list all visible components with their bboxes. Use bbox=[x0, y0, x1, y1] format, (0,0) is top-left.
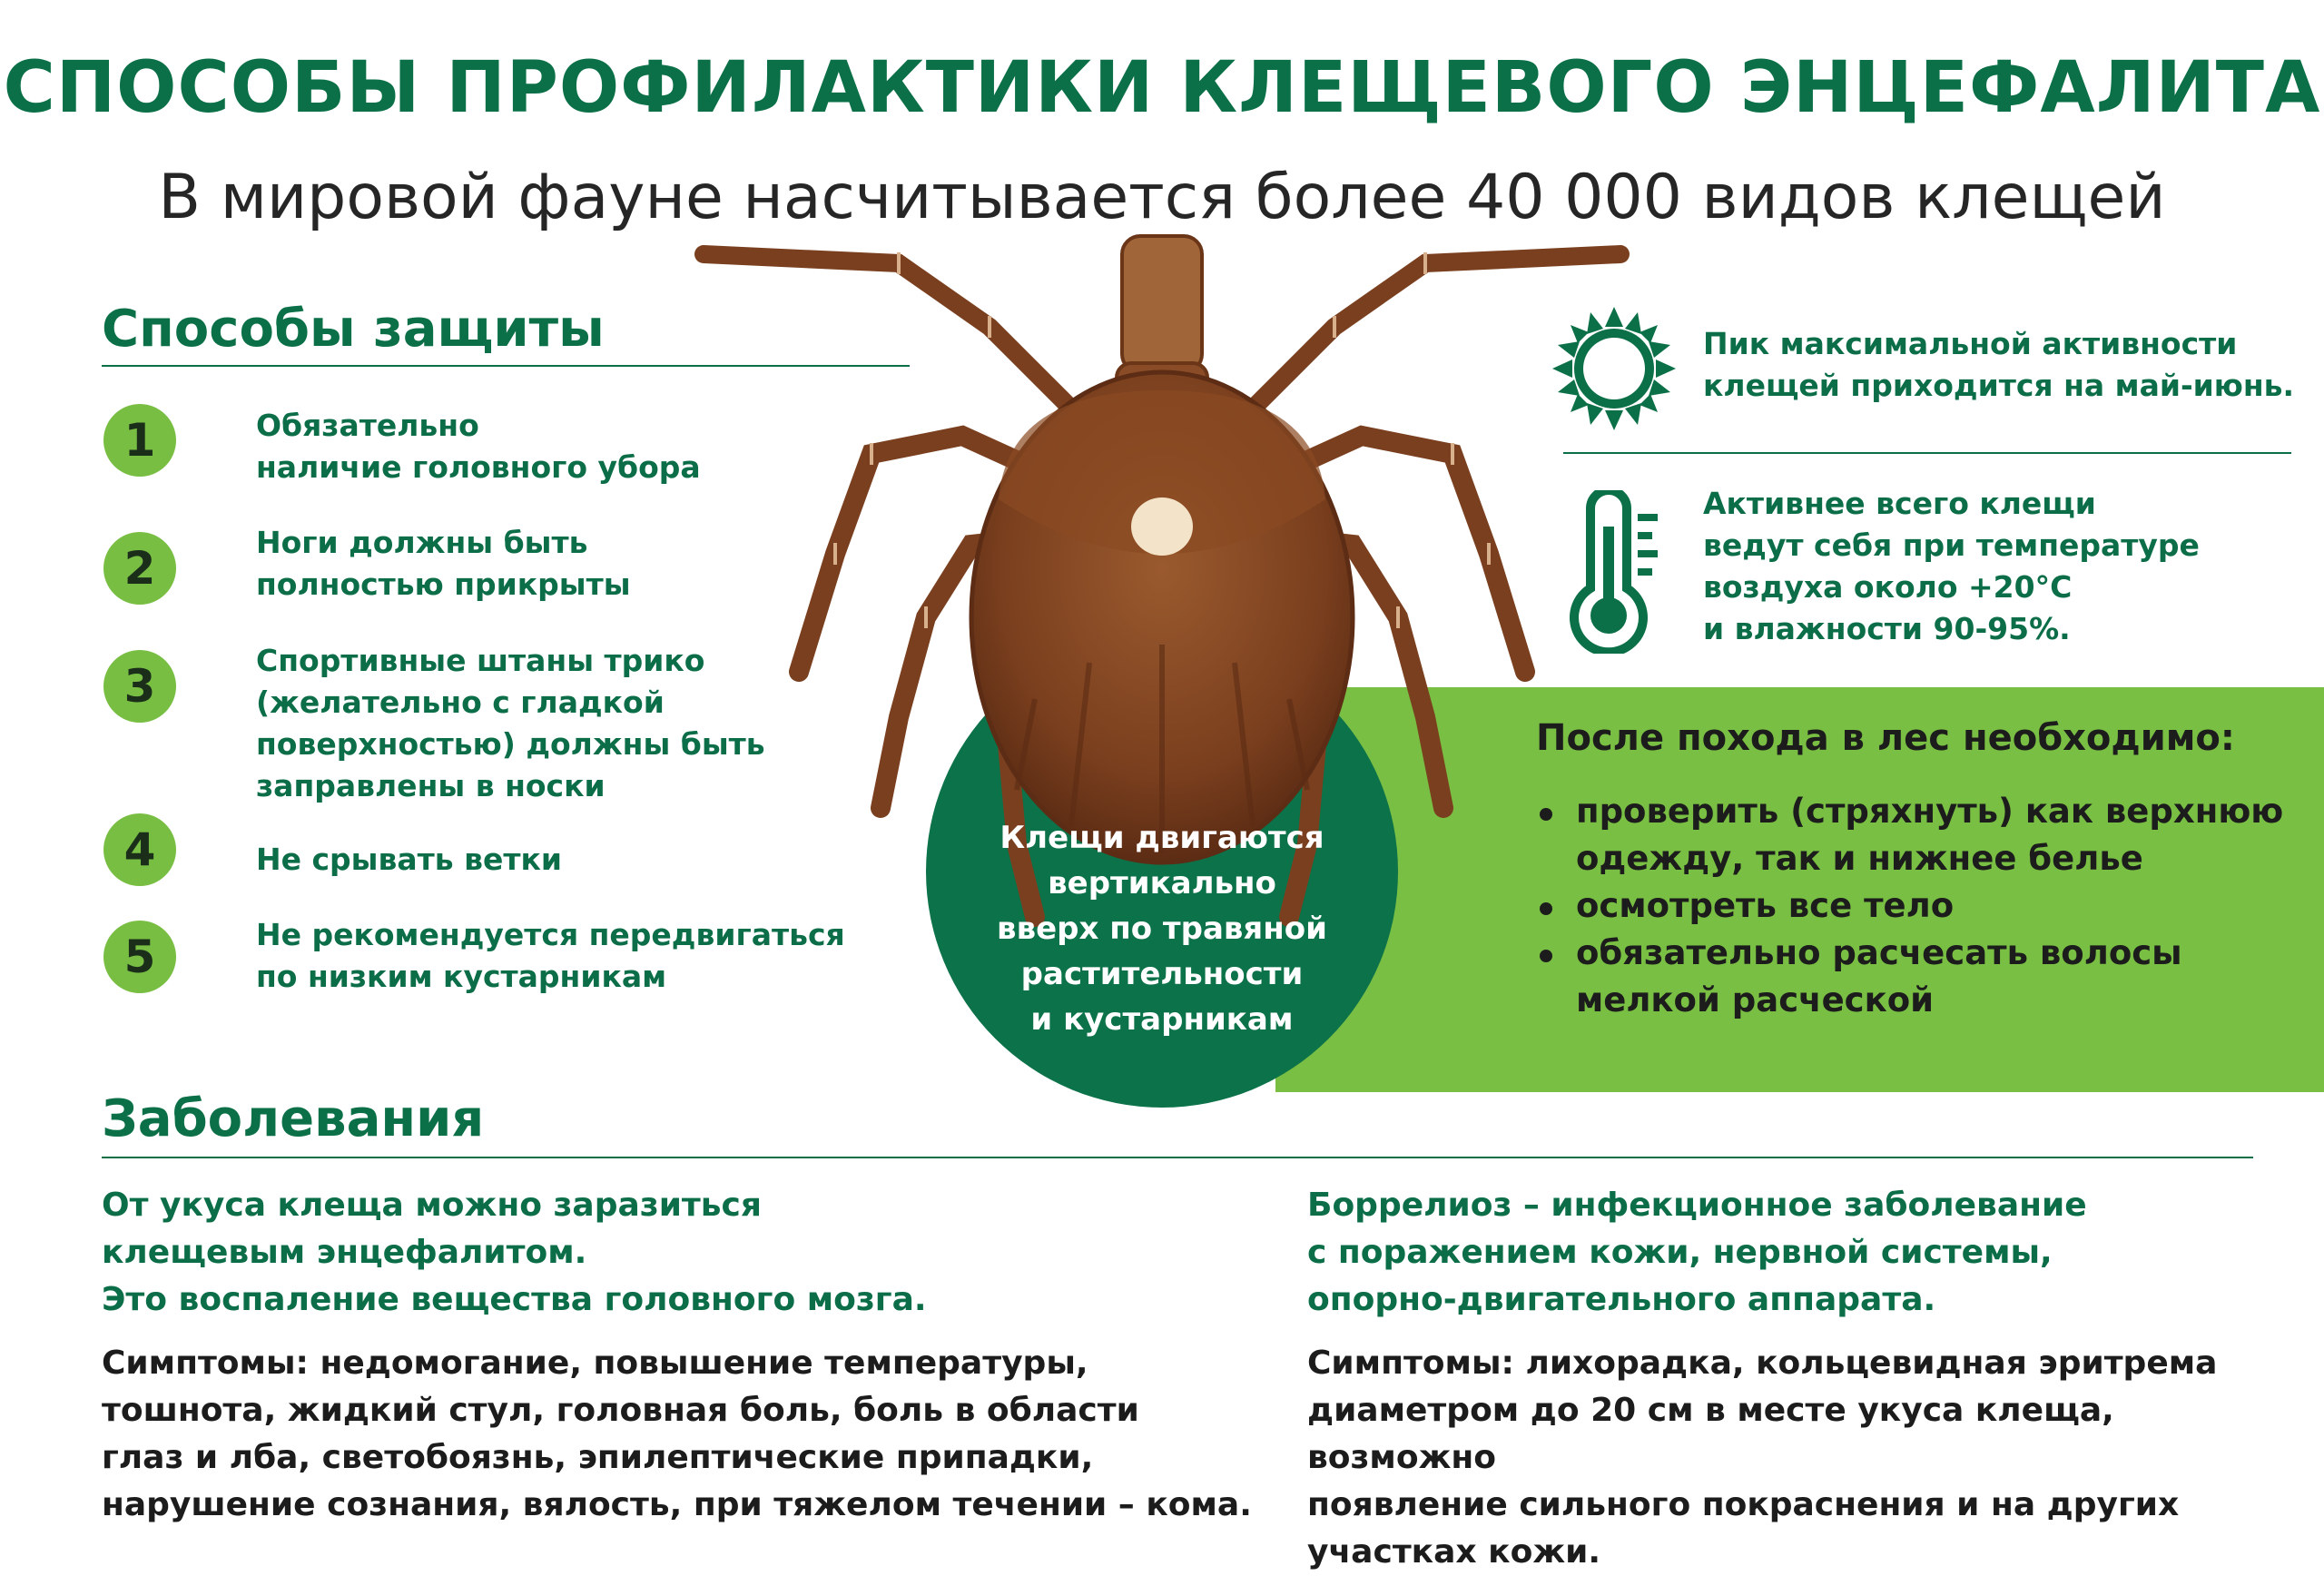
protection-number-1: 1 bbox=[103, 404, 176, 477]
after-forest-item: обязательно расчесать волосы мелкой расческой bbox=[1536, 930, 2299, 1024]
protection-number-2: 2 bbox=[103, 532, 176, 605]
protection-item-1: Обязательно наличие головного убора bbox=[256, 408, 701, 485]
after-forest-item: осмотреть все тело bbox=[1536, 882, 2299, 930]
page-title: СПОСОБЫ ПРОФИЛАКТИКИ КЛЕЩЕВОГО ЭНЦЕФАЛИТА bbox=[3, 47, 2321, 129]
borreliosis-symptoms: Симптомы: лихорадка, кольцевидная эритрема диаметром до 20 см в месте укуса клеща, возможно появление сильного покраснения и на других участках кожи. bbox=[1307, 1345, 2218, 1571]
peak-activity-text: Пик максимальной активности клещей приходится на май-июнь. bbox=[1703, 326, 2295, 403]
protection-heading: Способы защиты bbox=[102, 300, 605, 359]
encephalitis-lead: От укуса клеща можно заразиться клещевым энцефалитом. Это воспаление вещества головного мозга. bbox=[102, 1187, 927, 1318]
after-forest-item: проверить (стряхнуть) как верхнюю одежду, так и нижнее белье bbox=[1536, 788, 2299, 882]
encephalitis-symptoms: Симптомы: недомогание, повышение температуры, тошнота, жидкий стул, головная боль, боль в области глаз и лба, светобоязнь, эпилептические припадки, нарушение сознания, вялость, при тяжелом течении – кома. bbox=[102, 1345, 1252, 1523]
protection-number-4: 4 bbox=[103, 813, 176, 886]
protection-item-4: Не срывать ветки bbox=[256, 842, 563, 877]
page-subtitle: В мировой фауне насчитывается более 40 000 видов клещей bbox=[158, 162, 2166, 233]
borreliosis-lead: Боррелиоз – инфекционное заболевание с поражением кожи, нервной системы, опорно-двигательного аппарата. bbox=[1307, 1187, 2087, 1318]
diseases-divider bbox=[102, 1157, 2253, 1158]
after-forest-list bbox=[1536, 788, 2299, 1024]
temperature-text: Активнее всего клещи ведут себя при температуре воздуха около +20°С и влажности 90-95%. bbox=[1703, 486, 2200, 646]
protection-item-2: Ноги должны быть полностью прикрыты bbox=[256, 525, 631, 602]
protection-number-5: 5 bbox=[103, 921, 176, 993]
after-forest-heading: После похода в лес необходимо: bbox=[1536, 717, 2235, 759]
protection-item-5: Не рекомендуется передвигаться по низким кустарникам bbox=[256, 917, 845, 994]
protection-item-3: Спортивные штаны трико (желательно с гладкой поверхностью) должны быть заправлены в носки bbox=[256, 643, 765, 803]
protection-number-3: 3 bbox=[103, 650, 176, 723]
diseases-heading: Заболевания bbox=[102, 1089, 485, 1148]
movement-text: Клещи двигаются вертикально вверх по травяной растительности и кустарникам bbox=[997, 820, 1327, 1038]
facts-divider bbox=[1563, 452, 2291, 454]
